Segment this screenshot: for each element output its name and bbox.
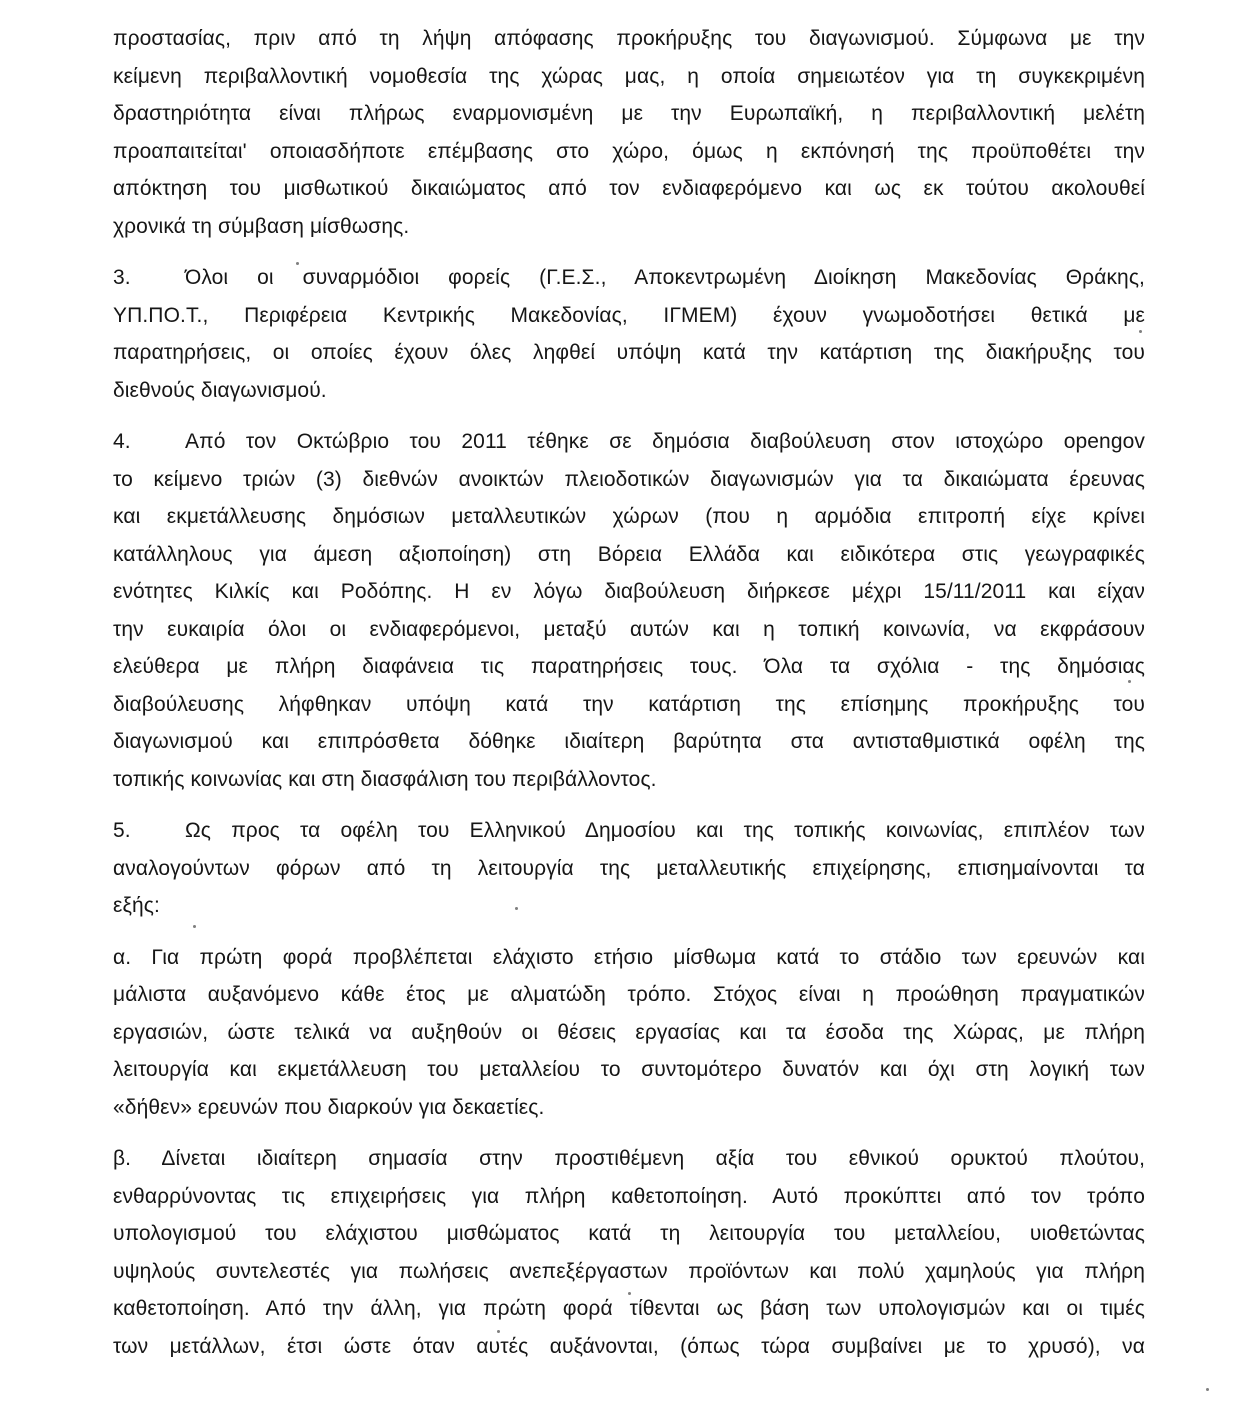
scan-speck	[1206, 1388, 1209, 1391]
paragraph	[113, 20, 1145, 245]
text-line: υψηλούς συντελεστές για πωλήσεις ανεπεξέργαστων προϊόντων και πολύ χαμηλούς για πλήρη	[113, 1259, 1145, 1283]
text-line: α. Για πρώτη φορά προβλέπεται ελάχιστο ετήσιο μίσθωμα κατά το στάδιο των ερευνών και	[113, 945, 1145, 969]
text-line: διεθνούς διαγωνισμού.	[113, 378, 327, 402]
text-line: διαγωνισμού και επιπρόσθετα δόθηκε ιδιαίτερη βαρύτητα στα αντισταθμιστικά οφέλη της	[113, 730, 1145, 753]
text-line: των μετάλλων, έτσι ώστε όταν αυτές αυξάνονται, (όπως τώρα συμβαίνει με το χρυσό), να	[113, 1334, 1145, 1358]
text-line: το κείμενο τριών (3) διεθνών ανοικτών πλειοδοτικών διαγωνισμών για τα δικαιώματα έρευνας	[113, 467, 1145, 491]
text-line: προαπαιτείται' οποιασδήποτε επέμβασης στο χώρο, όμως η εκπόνησή της προϋποθέτει την	[113, 139, 1145, 163]
text-line: 3. Όλοι οι συναρμόδιοι φορείς (Γ.Ε.Σ., Αποκεντρωμένη Διοίκηση Μακεδονίας Θράκης,	[113, 259, 1145, 297]
scan-speck	[497, 1330, 500, 1333]
paragraph-number: 4.	[113, 430, 131, 453]
text-line: υπολογισμού του ελάχιστου μισθώματος κατά τη λειτουργία του μεταλλείου, υιοθετώντας	[113, 1222, 1145, 1245]
paragraph	[113, 939, 1145, 1127]
text-line: παρατηρήσεις, οι οποίες έχουν όλες ληφθεί υπόψη κατά την κατάρτιση της διακήρυξης του	[113, 341, 1145, 364]
text-line: β. Δίνεται ιδιαίτερη σημασία στην προστιθέμενη αξία του εθνικού ορυκτού πλούτου,	[113, 1147, 1145, 1170]
text-line: προστασίας, πριν από τη λήψη απόφασης προκήρυξης του διαγωνισμού. Σύμφωνα με την	[113, 27, 1145, 50]
text-line: δραστηριότητα είναι πλήρως εναρμονισμένη με την Ευρωπαϊκή, η περιβαλλοντική μελέτη	[113, 102, 1145, 125]
paragraph-number: 3.	[113, 266, 131, 289]
text-line: την ευκαιρία όλοι οι ενδιαφερόμενοι, μεταξύ αυτών και η τοπική κοινωνία, να εκφράσουν	[113, 617, 1145, 641]
document-body	[113, 20, 1145, 1365]
text-line: 5. Ως προς τα οφέλη του Ελληνικού Δημοσίου και της τοπικής κοινωνίας, επιπλέον των	[113, 812, 1145, 850]
text-line: ενθαρρύνοντας τις επιχειρήσεις για πλήρη καθετοποίηση. Αυτό προκύπτει από τον τρόπο	[113, 1184, 1145, 1208]
text-line: εργασιών, ώστε τελικά να αυξηθούν οι θέσεις εργασίας και τα έσοδα της Χώρας, με πλήρη	[113, 1020, 1145, 1044]
text-line: ΥΠ.ΠΟ.Τ., Περιφέρεια Κεντρικής Μακεδονίας, ΙΓΜΕΜ) έχουν γνωμοδοτήσει θετικά με	[113, 303, 1145, 327]
text-line: αναλογούντων φόρων από τη λειτουργία της μεταλλευτικής επιχείρησης, επισημαίνονται τα	[113, 856, 1145, 880]
paragraph	[113, 1140, 1145, 1365]
text-line: ελεύθερα με πλήρη διαφάνεια τις παρατηρήσεις τους. Όλα τα σχόλια - της δημόσιας	[113, 655, 1145, 678]
text-line: κείμενη περιβαλλοντική νομοθεσία της χώρας μας, η οποία σημειωτέον για τη συγκεκριμένη	[113, 64, 1145, 88]
text-line: και εκμετάλλευσης δημόσιων μεταλλευτικών χώρων (που η αρμόδια επιτροπή είχε κρίνει	[113, 505, 1145, 528]
text-line: τοπικής κοινωνίας και στη διασφάλιση του περιβάλλοντος.	[113, 767, 657, 791]
text-line: λειτουργία και εκμετάλλευση του μεταλλείου το συντομότερο δυνατόν και όχι στη λογική των	[113, 1058, 1145, 1081]
text-line: μάλιστα αυξανόμενο κάθε έτος με αλματώδη τρόπο. Στόχος είναι η προώθηση πραγματικών	[113, 983, 1145, 1006]
text-line: διαβούλευσης λήφθηκαν υπόψη κατά την κατάρτιση της επίσημης προκήρυξης του	[113, 692, 1145, 716]
paragraph	[113, 423, 1145, 798]
paragraph-number: 5.	[113, 819, 131, 842]
text-line: χρονικά τη σύμβαση μίσθωσης.	[113, 214, 410, 238]
scan-speck	[193, 925, 196, 928]
scan-speck	[296, 262, 299, 265]
text-line: κατάλληλους για άμεση αξιοποίηση) στη Βόρεια Ελλάδα και ειδικότερα στις γεωγραφικές	[113, 542, 1145, 566]
scan-speck	[1128, 680, 1131, 683]
scan-speck	[628, 1292, 631, 1295]
text-line: απόκτηση του μισθωτικού δικαιώματος από τον ενδιαφερόμενο και ως εκ τούτου ακολουθεί	[113, 177, 1145, 200]
text-line: 4. Από τον Οκτώβριο του 2011 τέθηκε σε δημόσια διαβούλευση στον ιστοχώρο opengov	[113, 423, 1145, 461]
text-line: «δήθεν» ερευνών που διαρκούν για δεκαετίες.	[113, 1095, 545, 1119]
text-line: καθετοποίηση. Από την άλλη, για πρώτη φορά τίθενται ως βάση των υπολογισμών και οι τιμές	[113, 1297, 1145, 1320]
paragraph	[113, 259, 1145, 409]
paragraph	[113, 812, 1145, 925]
scan-speck	[515, 907, 518, 910]
text-line: εξής:	[113, 894, 160, 917]
text-line: ενότητες Κιλκίς και Ροδόπης. Η εν λόγω διαβούλευση διήρκεσε μέχρι 15/11/2011 και είχαν	[113, 580, 1145, 603]
scan-speck	[1139, 330, 1142, 333]
